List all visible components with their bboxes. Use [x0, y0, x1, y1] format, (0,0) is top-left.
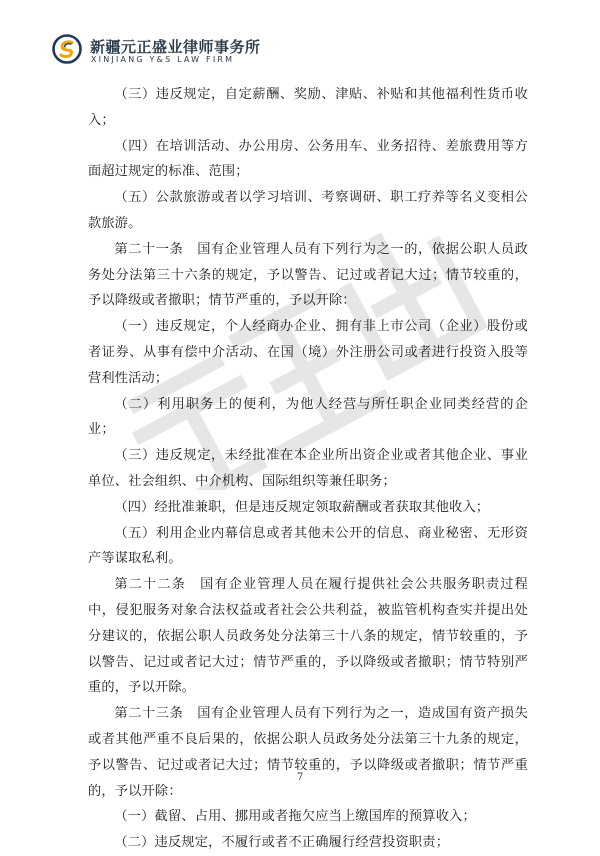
paragraph: 第二十二条 国有企业管理人员在履行提供社会公共服务职责过程中，侵犯服务对象合法权益或者社会公共利益，被监管机构查实并提出处分建议的，依据公职人员政务处分法第三十八条的规定，情节较重的，予以警告、记过或者记大过；情节严重的，予以降级或者撤职；情节特别严重的，予以开除。 [88, 577, 528, 696]
paragraph: （二）违反规定，不履行或者不正确履行经营投资职责； [114, 835, 450, 851]
paragraph: （一）截留、占用、挪用或者拖欠应当上缴国库的预算收入； [114, 809, 476, 825]
paragraph: （一）违反规定，个人经商办企业、拥有非上市公司（企业）股份或者证券、从事有偿中介活动、在国（境）外注册公司或者进行投资入股等营利性活动； [88, 319, 528, 386]
paragraph: （四）在培训活动、办公用房、公务用车、业务招待、差旅费用等方面超过规定的标准、范围； [88, 138, 528, 180]
paragraph: （五）公款旅游或者以学习培训、考察调研、职工疗养等名义变相公款旅游。 [88, 190, 528, 231]
firm-name-en: XINJIANG Y&S LAW FIRM [91, 55, 235, 64]
document-body [88, 82, 528, 856]
paragraph: （三）违反规定，自定薪酬、奖励、津贴、补贴和其他福利性货币收入； [88, 87, 528, 128]
paragraph: （四）经批准兼职，但是违反规定领取薪酬或者获取其他收入； [114, 499, 490, 515]
firm-name-cn: 新疆元正盛业律师事务所 [90, 38, 261, 56]
paragraph: （二）利用职务上的便利，为他人经营与所任职企业同类经营的企业； [88, 396, 528, 438]
firm-logo-icon [52, 34, 82, 64]
letterhead [52, 34, 352, 68]
paragraph: 第二十三条 国有企业管理人员有下列行为之一，造成国有资产损失或者其他严重不良后果的，依据公职人员政务处分法第三十九条的规定，予以警告、记过或者记大过；情节较重的，予以降级或者撤职；情节严重的，予以开除： [88, 706, 528, 799]
paragraph: 第二十一条 国有企业管理人员有下列行为之一的，依据公职人员政务处分法第三十六条的规定，予以警告、记过或者记大过；情节较重的，予以降级或者撤职；情节严重的，予以开除： [88, 241, 528, 309]
paragraph: （五）利用企业内幕信息或者其他未公开的信息、商业秘密、无形资产等谋取私利。 [88, 525, 528, 567]
paragraph: （三）违反规定，未经批准在本企业所出资企业或者其他企业、事业单位、社会组织、中介机构、国际组织等兼任职务； [88, 448, 528, 489]
page-number: 7 [296, 772, 304, 783]
